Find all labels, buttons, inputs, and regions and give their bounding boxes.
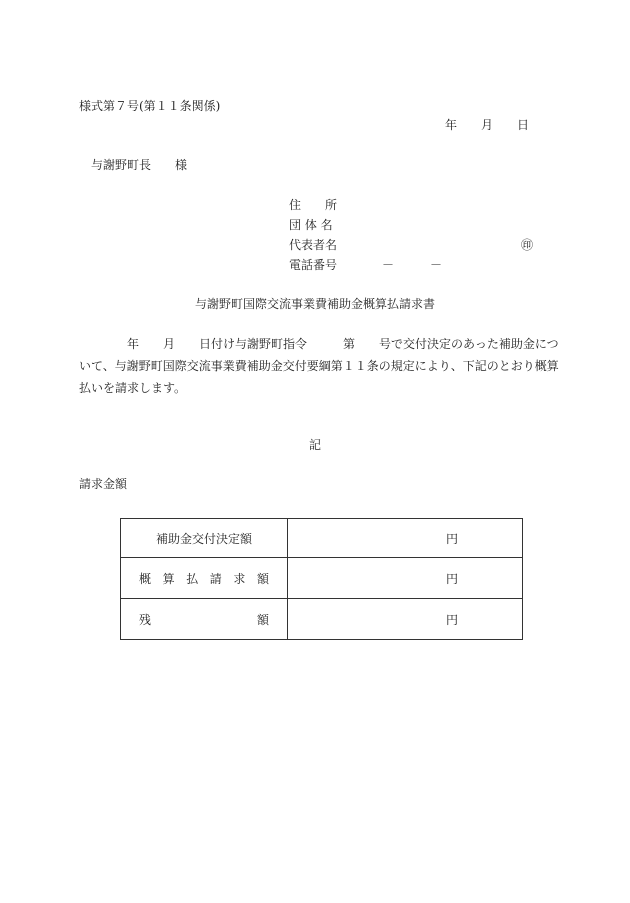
address-label: 住 所 <box>289 198 338 212</box>
phone-dash: － <box>430 258 443 272</box>
table-row <box>121 558 523 599</box>
organization-label: 団 体 名 <box>289 218 333 232</box>
amount-unit: 円 <box>288 519 523 558</box>
document-title: 与謝野町国際交流事業費補助金概算払請求書 <box>194 297 435 311</box>
amount-label: 概算払請求額 <box>121 558 288 599</box>
section-label: 請求金額 <box>79 477 128 491</box>
table-row <box>121 519 523 558</box>
body-line: 年 月 日付け与謝野町指令 第 号で交付決定のあった補助金につ <box>79 337 559 351</box>
body-line: 払いを請求します。 <box>79 381 187 395</box>
phone-dash: － <box>382 258 395 272</box>
representative-label: 代表者名 <box>289 238 338 252</box>
date-day-label: 日 <box>517 118 530 132</box>
body-line: いて、与謝野町国際交流事業費補助金交付要綱第１１条の規定により、下記のとおり概算 <box>79 359 559 373</box>
form-number: 様式第７号(第１１条関係) <box>79 99 221 113</box>
amount-unit: 円 <box>288 599 523 640</box>
date-year-label: 年 <box>445 118 458 132</box>
phone-label: 電話番号 <box>289 258 338 272</box>
amount-table <box>120 518 523 640</box>
amount-label: 補助金交付決定額 <box>121 519 288 558</box>
addressee: 与謝野町長 様 <box>91 158 188 172</box>
amount-label: 残額 <box>121 599 288 640</box>
table-row <box>121 599 523 640</box>
ki-heading: 記 <box>308 438 321 452</box>
amount-unit: 円 <box>288 558 523 599</box>
date-month-label: 月 <box>481 118 494 132</box>
seal-mark: ㊞ <box>521 238 534 252</box>
